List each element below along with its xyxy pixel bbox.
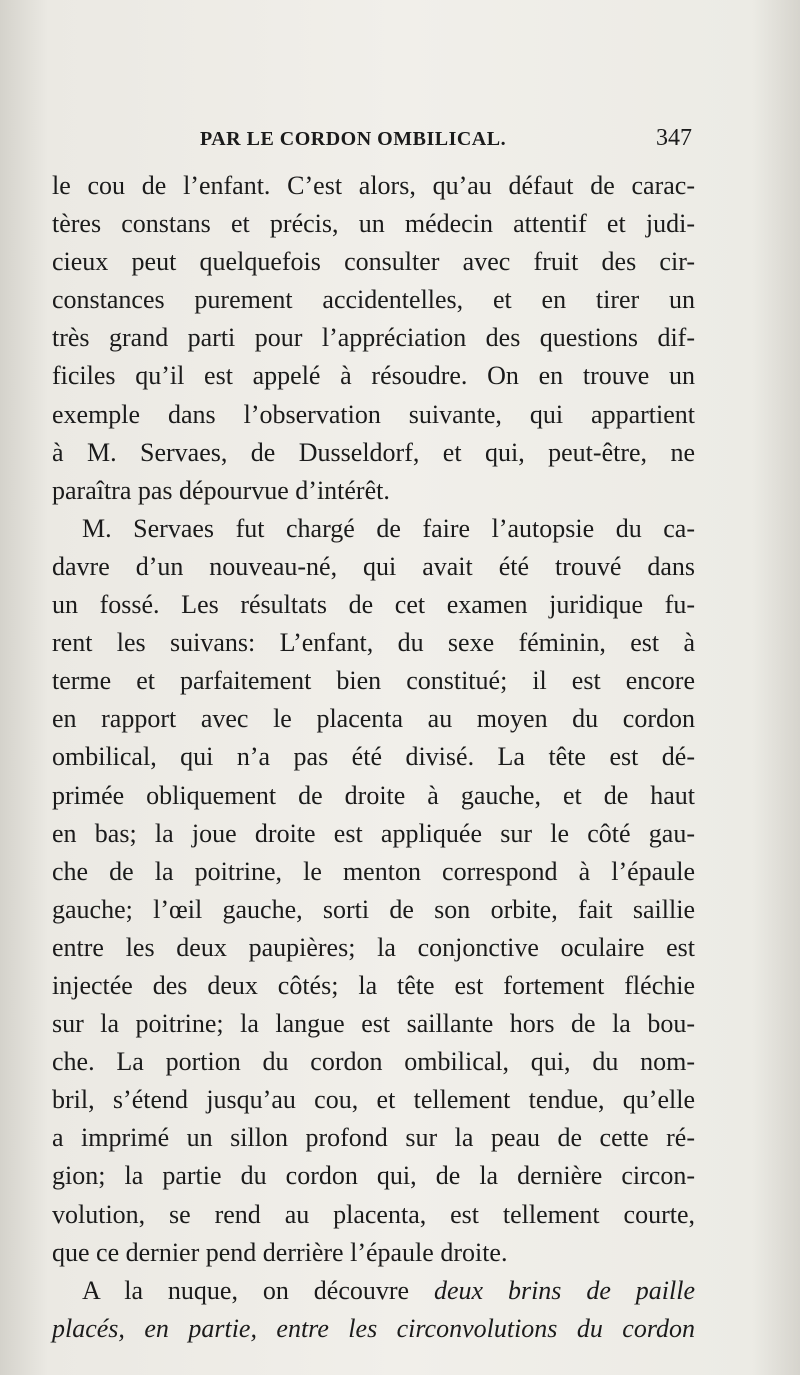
text-line: entre les deux paupières; la conjonctive oculaire est <box>52 932 695 962</box>
text-line: M. Servaes fut chargé de faire l’autopsie du ca- <box>82 513 695 543</box>
text-line: tères constans et précis, un médecin attentif et judi- <box>52 209 695 239</box>
text-line: le cou de l’enfant. C’est alors, qu’au défaut de carac- <box>52 171 695 200</box>
text-line: à M. Servaes, de Dusseldorf, et qui, peut-être, ne <box>52 437 695 467</box>
text-line: volution, se rend au placenta, est tellement courte, <box>52 1199 695 1229</box>
text-line: exemple dans l’observation suivante, qui appartient <box>52 399 695 429</box>
text-line: che de la poitrine, le menton correspond à l’épaule <box>52 856 695 886</box>
bleed-through-text <box>140 88 700 128</box>
text-line: che. La portion du cordon ombilical, qui, du nom- <box>52 1047 695 1077</box>
page-number: 347 <box>656 125 692 151</box>
running-head: PAR LE CORDON OMBILICAL. <box>200 128 507 150</box>
text-line: en rapport avec le placenta au moyen du cordon <box>52 704 695 734</box>
text-line: constances purement accidentelles, et en tirer un <box>52 285 695 315</box>
text-line: injectée des deux côtés; la tête est fortement fléchie <box>52 970 695 1000</box>
text-line: très grand parti pour l’appréciation des questions dif- <box>52 323 695 353</box>
text-line: paraîtra pas dépourvue d’intérêt. <box>52 475 390 505</box>
body-text <box>52 167 695 1348</box>
text-line <box>52 1272 695 1310</box>
text-line: davre d’un nouveau-né, qui avait été trouvé dans <box>52 551 695 581</box>
text-line: primée obliquement de droite à gauche, et de haut <box>52 780 695 810</box>
text-italic: deux brins de paille <box>433 1275 695 1305</box>
text-line: gauche; l’œil gauche, sorti de son orbite, fait saillie <box>52 894 695 924</box>
text-line: gion; la partie du cordon qui, de la dernière circon- <box>52 1161 695 1191</box>
text-line: rent les suivans: L’enfant, du sexe féminin, est à <box>52 628 695 658</box>
text-line: bril, s’étend jusqu’au cou, et tellement tendue, qu’elle <box>52 1085 695 1115</box>
page-header <box>52 125 692 165</box>
text-line: terme et parfaitement bien constitué; il est encore <box>52 666 695 696</box>
text-line: sur la poitrine; la langue est saillante hors de la bou- <box>52 1009 695 1039</box>
text-line: en bas; la joue droite est appliquée sur le côté gau- <box>52 818 695 848</box>
text-line: que ce dernier pend derrière l’épaule droite. <box>52 1237 508 1267</box>
text-normal: A la nuque, on découvre <box>82 1275 434 1305</box>
text-line: ombilical, qui n’a pas été divisé. La tête est dé- <box>52 742 695 772</box>
text-line: un fossé. Les résultats de cet examen juridique fu- <box>52 590 695 620</box>
text-line: placés, en partie, entre les circonvolutions du cordon <box>52 1313 695 1343</box>
text-line: cieux peut quelquefois consulter avec fruit des cir- <box>52 247 695 277</box>
text-line: a imprimé un sillon profond sur la peau de cette ré- <box>52 1123 695 1153</box>
text-line: ficiles qu’il est appelé à résoudre. On en trouve un <box>52 361 695 391</box>
